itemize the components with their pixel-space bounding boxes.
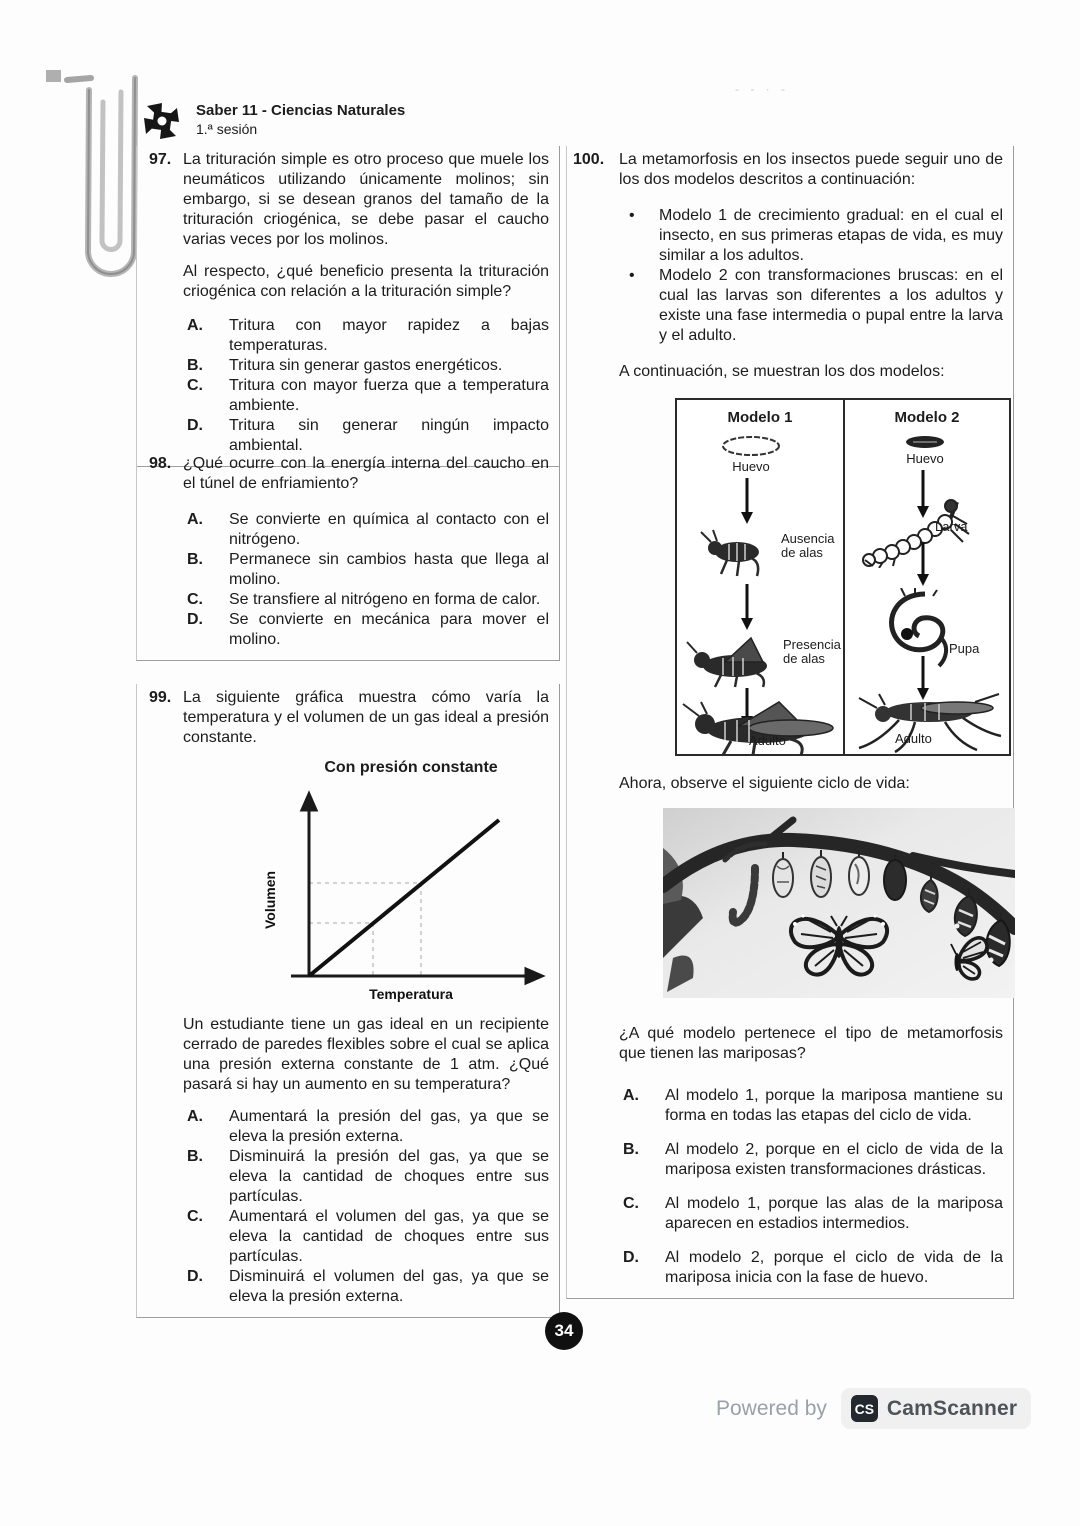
model-2-bullet xyxy=(625,266,1003,346)
question-98-option-d xyxy=(183,610,549,650)
question-99-option-c xyxy=(183,1207,549,1267)
butterfly-lifecycle-photo xyxy=(663,808,1015,998)
camscanner-logo-letters: CS xyxy=(854,1400,875,1417)
question-97-option-b xyxy=(183,356,549,376)
bullet-dot: • xyxy=(629,207,635,224)
option-text: Aumentará la presión del gas, ya que se eleva la presión externa. xyxy=(229,1108,549,1145)
question-97-text: Al respecto, ¿qué beneficio presenta la trituración criogénica con relación a la trituración simple? xyxy=(183,263,549,300)
question-99-number: 99. xyxy=(149,689,172,706)
model-2-pupa-label: Pupa xyxy=(949,641,980,656)
down-arrow-icon xyxy=(915,542,931,586)
option-label: B. xyxy=(187,357,203,374)
question-98 xyxy=(136,450,560,661)
question-99-option-d xyxy=(183,1267,549,1307)
exam-title: Saber 11 - Ciencias Naturales xyxy=(196,102,406,119)
model-2-title: Modelo 2 xyxy=(894,409,960,426)
option-label: C. xyxy=(623,1195,639,1212)
option-text: Al modelo 2, porque en el ciclo de vida de la mariposa existen transformaciones drásticas. xyxy=(665,1141,1003,1178)
question-98-option-c xyxy=(183,590,549,610)
bullet-text: Modelo 2 con transformaciones bruscas: en el cual las larvas son diferentes a los adultos y existe una fase intermedia o pupal entre la larva y el adulto. xyxy=(659,267,1003,344)
chart-x-axis-label: Temperatura xyxy=(369,986,453,1002)
option-text: Aumentará el volumen del gas, ya que se eleva la cantidad de choques entre sus partículas. xyxy=(229,1208,549,1265)
option-text: Permanece sin cambios hasta que llega al molino. xyxy=(229,551,549,588)
option-label: A. xyxy=(187,1108,203,1125)
down-arrow-icon xyxy=(739,478,755,524)
question-100-option-c xyxy=(619,1194,1003,1234)
option-text: Al modelo 2, porque el ciclo de vida de la mariposa inicia con la fase de huevo. xyxy=(665,1249,1003,1286)
option-text: Tritura sin generar gastos energéticos. xyxy=(229,357,503,374)
question-97 xyxy=(136,146,560,467)
option-text: Al modelo 1, porque las alas de la mariposa aparecen en estadios intermedios. xyxy=(665,1195,1003,1232)
option-label: A. xyxy=(187,317,203,334)
models-intro-text: A continuación, se muestran los dos modelos: xyxy=(619,363,945,380)
option-label: D. xyxy=(187,611,203,628)
option-label: C. xyxy=(187,591,203,608)
chart-title: Con presión constante xyxy=(324,759,498,776)
question-100-option-d xyxy=(619,1248,1003,1288)
icfes-logo-icon xyxy=(140,100,184,142)
model-1-column xyxy=(677,400,843,754)
question-98-text: ¿Qué ocurre con la energía interna del caucho en el túnel de enfriamiento? xyxy=(183,455,549,492)
page-number-badge xyxy=(545,1312,583,1350)
gas-chart xyxy=(261,758,561,1005)
camscanner-logo-icon xyxy=(851,1395,878,1422)
model-2-egg-label: Huevo xyxy=(906,451,944,466)
model-1-winged-label: Presencia de alas xyxy=(783,637,841,666)
option-text: Tritura con mayor fuerza que a temperatura ambiente. xyxy=(229,377,549,414)
option-text: Se convierte en química al contacto con el nitrógeno. xyxy=(229,511,549,548)
question-100-number: 100. xyxy=(573,151,605,168)
question-97-option-a xyxy=(183,316,549,356)
model-1-egg-label: Huevo xyxy=(732,459,770,474)
chart-y-axis-label: Volumen xyxy=(262,870,278,930)
observe-text: Ahora, observe el siguiente ciclo de vida: xyxy=(619,775,910,792)
page-header xyxy=(140,100,405,142)
metamorphosis-models-diagram xyxy=(675,398,1011,756)
option-label: B. xyxy=(187,551,203,568)
option-label: C. xyxy=(187,377,203,394)
egg-sketch xyxy=(719,434,783,458)
option-label: B. xyxy=(623,1141,639,1158)
option-text: Disminuirá la presión del gas, ya que se eleva la cantidad de choques entre sus partículas. xyxy=(229,1148,549,1205)
question-100-option-a xyxy=(619,1086,1003,1126)
winged-grasshopper-sketch xyxy=(685,632,785,688)
model-1-nymph-label: Ausencia de alas xyxy=(781,531,835,560)
option-label: D. xyxy=(187,417,203,434)
question-99-option-b xyxy=(183,1147,549,1207)
down-arrow-icon xyxy=(739,584,755,630)
option-text: Tritura sin generar ningún impacto ambiental. xyxy=(229,417,549,454)
option-text: Se transfiere al nitrógeno en forma de calor. xyxy=(229,591,541,608)
question-99 xyxy=(136,684,560,1318)
option-label: C. xyxy=(187,1208,203,1225)
model-1-title: Modelo 1 xyxy=(727,409,793,426)
bullet-dot: • xyxy=(629,267,635,284)
question-99-text: Un estudiante tiene un gas ideal en un recipiente cerrado de paredes flexibles sobre el cual se aplica una presión externa constante de 1 atm. ¿Qué pasará si hay un aumento en su temperatura? xyxy=(183,1016,549,1093)
camscanner-watermark xyxy=(716,1388,1031,1429)
scan-faded-mark: - - · - xyxy=(735,82,789,96)
model-2-column xyxy=(843,400,1009,754)
question-98-number: 98. xyxy=(149,455,172,472)
question-100-option-b xyxy=(619,1140,1003,1180)
powered-by-text: Powered by xyxy=(716,1396,827,1420)
question-98-option-b xyxy=(183,550,549,590)
camscanner-badge xyxy=(841,1388,1031,1429)
question-97-number: 97. xyxy=(149,151,172,168)
page-number: 34 xyxy=(554,1321,574,1340)
question-97-option-c xyxy=(183,376,549,416)
question-97-intro: La trituración simple es otro proceso que muele los neumáticos utilizando únicamente molinos; sin embargo, si se desean granos del tamaño de la trituración criogénica, se debe pasar el caucho varias veces por los molinos. xyxy=(183,151,549,248)
option-text: Disminuirá el volumen del gas, ya que se eleva la presión externa. xyxy=(229,1268,549,1305)
model-2-larva-label: Larva xyxy=(935,519,968,534)
option-text: Tritura con mayor rapidez a bajas temperaturas. xyxy=(229,317,549,354)
model-1-adult-label: Adulto xyxy=(749,733,786,748)
exam-session: 1.ª sesión xyxy=(196,121,258,137)
question-98-option-a xyxy=(183,510,549,550)
question-100-intro: La metamorfosis en los insectos puede seguir uno de los dos modelos descritos a continuación: xyxy=(619,151,1003,188)
nymph-grasshopper-sketch xyxy=(699,526,771,578)
question-99-option-a xyxy=(183,1107,549,1147)
model-2-adult-label: Adulto xyxy=(895,731,932,746)
option-label: D. xyxy=(187,1268,203,1285)
option-label: D. xyxy=(623,1249,639,1266)
option-label: A. xyxy=(187,511,203,528)
volume-temperature-line-chart xyxy=(261,780,561,1005)
option-label: A. xyxy=(623,1087,639,1104)
bullet-text: Modelo 1 de crecimiento gradual: en el cual el insecto, en sus primeras etapas de vida, es muy similar a los adultos. xyxy=(659,207,1003,264)
option-text: Se convierte en mecánica para mover el molino. xyxy=(229,611,549,648)
option-label: B. xyxy=(187,1148,203,1165)
model-1-bullet xyxy=(625,206,1003,266)
camscanner-name: CamScanner xyxy=(886,1396,1018,1420)
question-100-text: ¿A qué modelo pertenece el tipo de metamorfosis que tienen las mariposas? xyxy=(619,1025,1003,1062)
question-99-intro: La siguiente gráfica muestra cómo varía la temperatura y el volumen de un gas ideal a presión constante. xyxy=(183,689,549,746)
option-text: Al modelo 1, porque la mariposa mantiene su forma en todas las etapas del ciclo de vida. xyxy=(665,1087,1003,1124)
egg-sketch xyxy=(903,434,947,450)
question-100 xyxy=(566,146,1014,1299)
